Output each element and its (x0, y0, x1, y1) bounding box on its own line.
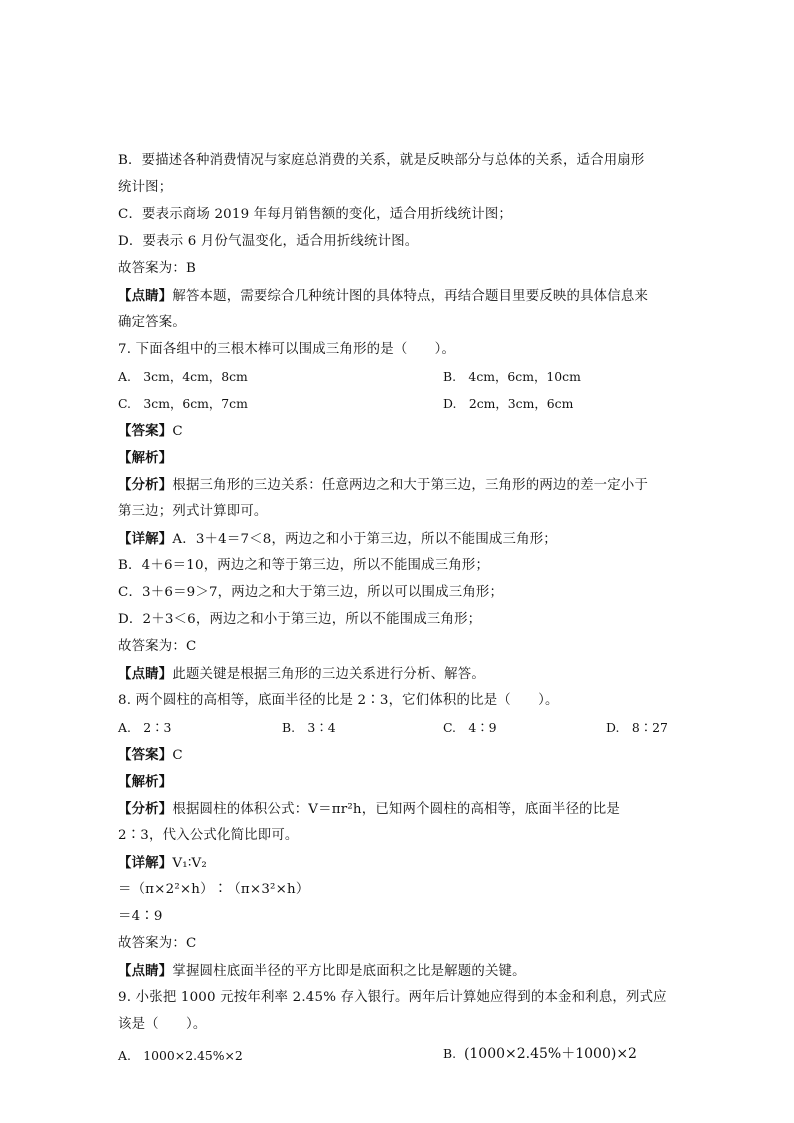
q8-option-c: C. 4∶9 (443, 720, 497, 735)
q7-fenxi-tag: 【分析】 (118, 477, 173, 493)
q6-option-d-explanation: D．要表示 6 月份气温变化，适合用折线统计图。 (118, 234, 419, 249)
q7-fenxi-line2: 第三边；列式计算即可。 (118, 504, 268, 519)
q7-option-a: A. 3cm，4cm，8cm (118, 369, 248, 384)
q7-answer-value: C (172, 424, 183, 439)
q7-tip-tag: 【点睛】 (118, 666, 173, 682)
q8-fenxi-line2: 2∶3，代入公式化简比即可。 (118, 828, 299, 843)
q7-detail-a-text: A．3＋4＝7＜8，两边之和小于第三边，所以不能围成三角形； (172, 532, 557, 547)
q6-option-c-explanation: C．要表示商场 2019 年每月销售额的变化，适合用折线统计图； (118, 207, 513, 222)
q8-option-d: D. 8∶27 (606, 720, 668, 735)
q7-detail-tag: 【详解】 (118, 531, 173, 547)
q6-tip-text: 解答本题，需要综合几种统计图的具体特点，再结合题目里要反映的具体信息来 (172, 289, 649, 304)
q7-option-c: C. 3cm，6cm，7cm (118, 396, 248, 411)
q8-fenxi-line1 (118, 800, 620, 819)
q8-tip (118, 962, 526, 981)
q8-fenxi-text: 根据圆柱的体积公式：V＝πr²h，已知两个圆柱的高相等，底面半径的比是 (172, 802, 620, 817)
q7-analysis-heading: 【解析】 (118, 450, 173, 466)
q7-answer (118, 422, 183, 441)
q8-answer-tag: 【答案】 (118, 747, 173, 763)
q9-stem-line2: 该是（ ）。 (118, 1017, 207, 1032)
q7-detail-d: D．2＋3＜6，两边之和小于第三边，所以不能围成三角形； (118, 612, 482, 627)
q7-detail-c: C．3＋6＝9＞7，两边之和大于第三边，所以可以围成三角形； (118, 585, 504, 600)
q7-fenxi-line1 (118, 476, 648, 495)
q6-tip-line2: 确定答案。 (118, 315, 186, 330)
q8-option-a: A. 2∶3 (118, 720, 172, 735)
q8-option-b: B. 3∶4 (282, 720, 336, 735)
q7-fenxi-text: 根据三角形的三边关系：任意两边之和大于第三边，三角形的两边的差一定小于 (172, 478, 649, 493)
q8-fenxi-tag: 【分析】 (118, 801, 173, 817)
q9-option-b (443, 1045, 637, 1063)
q6-tip-line1 (118, 287, 648, 306)
q8-detail-ratio: V₁∶V₂ (172, 856, 207, 871)
q9-option-b-expression: (1000×2.45%＋1000)×2 (463, 1046, 637, 1062)
q7-option-b: B. 4cm，6cm，10cm (443, 369, 581, 384)
q6-option-b-explanation-line2: 统计图； (118, 180, 173, 195)
q8-tip-tag: 【点睛】 (118, 963, 173, 979)
q6-final-answer: 故答案为：B (118, 261, 196, 276)
q9-option-b-label: B. (443, 1046, 457, 1061)
q7-detail-a (118, 530, 557, 549)
q7-option-d: D. 2cm，3cm，6cm (443, 396, 574, 411)
q8-tip-text: 掌握圆柱底面半径的平方比即是底面积之比是解题的关键。 (172, 964, 526, 979)
q9-stem-line1: 9. 小张把 1000 元按年利率 2.45% 存入银行。两年后计算她应得到的本金和利息，列式应 (118, 990, 667, 1005)
q8-detail-line2: ＝（π×2²×h）∶（π×3²×h） (118, 882, 310, 897)
q8-detail-line3: ＝4∶9 (118, 909, 163, 924)
q8-answer-value: C (172, 748, 183, 763)
q6-tip-tag: 【点睛】 (118, 288, 173, 304)
q8-analysis-heading: 【解析】 (118, 774, 173, 790)
q8-stem: 8. 两个圆柱的高相等，底面半径的比是 2∶3，它们体积的比是（ ）。 (118, 693, 559, 708)
q8-answer (118, 746, 183, 765)
q7-final-answer: 故答案为：C (118, 639, 197, 654)
q8-detail-tag: 【详解】 (118, 855, 173, 871)
q7-tip-text: 此题关键是根据三角形的三边关系进行分析、解答。 (172, 667, 485, 682)
q7-tip (118, 665, 485, 684)
q9-option-a: A. 1000×2.45%×2 (118, 1048, 243, 1063)
q6-option-b-explanation-line1: B．要描述各种消费情况与家庭总消费的关系，就是反映部分与总体的关系，适合用扇形 (118, 153, 645, 168)
q7-stem: 7. 下面各组中的三根木棒可以围成三角形的是（ ）。 (118, 342, 456, 357)
q8-final-answer: 故答案为：C (118, 936, 197, 951)
q7-detail-b: B．4＋6＝10，两边之和等于第三边，所以不能围成三角形； (118, 558, 490, 573)
q7-answer-tag: 【答案】 (118, 423, 173, 439)
q8-detail-line1 (118, 854, 207, 873)
